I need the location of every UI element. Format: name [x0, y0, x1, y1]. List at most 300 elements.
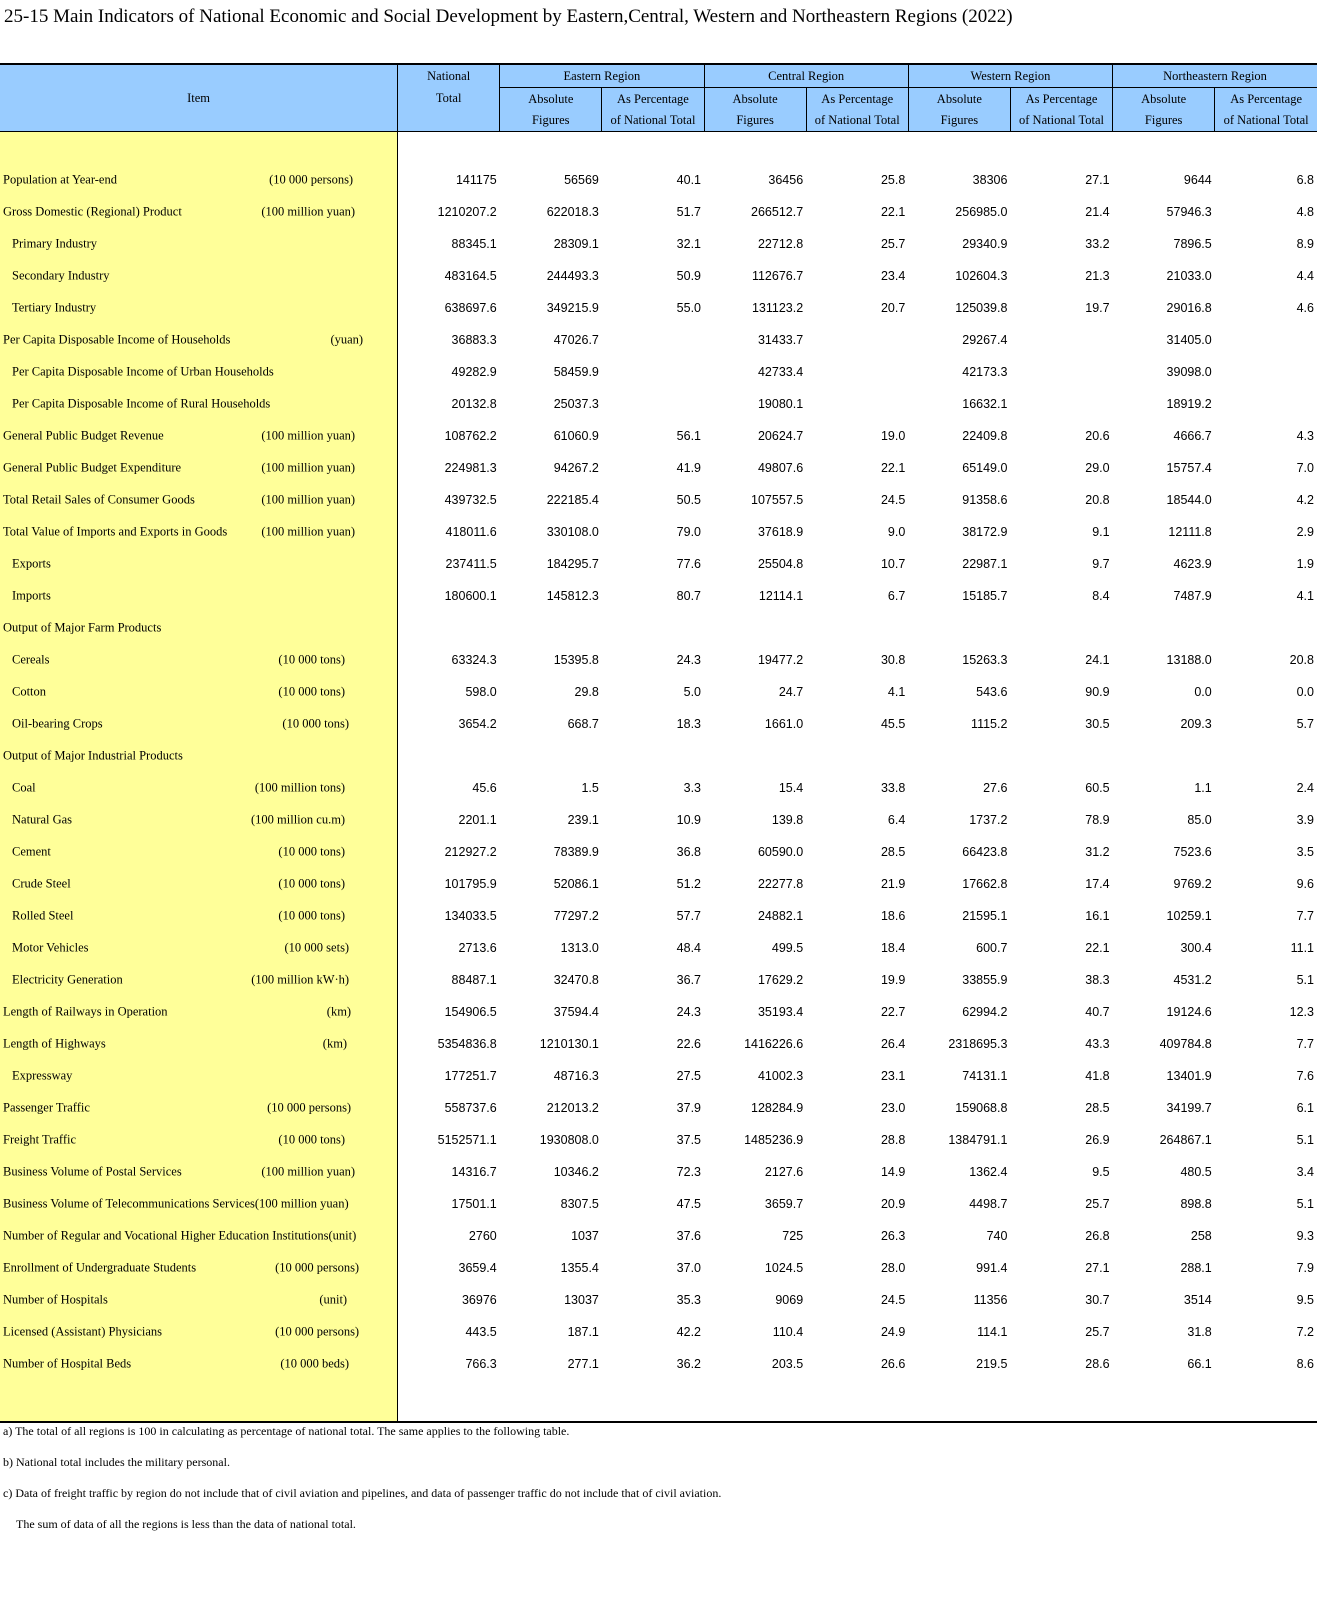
table-row — [0, 548, 1317, 580]
row-value: 1115.2 — [971, 717, 1008, 731]
row-unit: (10 000 tons) — [278, 876, 346, 891]
header-northeastern-pct-line1: As Percentage — [1215, 88, 1317, 111]
row-unit: (unit) — [319, 1292, 348, 1307]
row-value: 558737.6 — [444, 1101, 497, 1115]
row-value: 80.7 — [676, 589, 702, 603]
row-label-cell — [0, 1092, 398, 1124]
row-name: Gross Domestic (Regional) Product — [3, 204, 182, 219]
row-value: 102604.3 — [955, 269, 1008, 283]
row-value: 78389.9 — [553, 845, 599, 859]
table-row — [0, 900, 1317, 932]
row-value: 3.9 — [1296, 813, 1314, 827]
table-row — [0, 1092, 1317, 1124]
row-name: Cereals — [12, 652, 50, 667]
row-value: 5.7 — [1296, 717, 1314, 731]
row-name: Enrollment of Undergraduate Students — [3, 1260, 197, 1275]
row-value: 288.1 — [1180, 1261, 1212, 1275]
table-row — [0, 644, 1317, 676]
row-value: 4.2 — [1296, 493, 1314, 507]
row-name: Per Capita Disposable Income of Households — [3, 332, 231, 347]
row-value: 7.7 — [1296, 909, 1314, 923]
row-value: 203.5 — [771, 1357, 804, 1371]
header-central-pct-line1: As Percentage — [806, 88, 908, 111]
row-name: Primary Industry — [12, 236, 98, 251]
header-region-northeastern: Northeastern Region — [1113, 64, 1317, 88]
row-value — [806, 740, 908, 772]
row-value: 3514 — [1183, 1293, 1212, 1307]
table-row — [0, 196, 1317, 228]
row-value: 88487.1 — [451, 973, 497, 987]
row-value — [806, 388, 908, 420]
row-value: 28309.1 — [553, 237, 599, 251]
row-value: 101795.9 — [444, 877, 497, 891]
row-value — [1010, 324, 1112, 356]
row-value: 24.3 — [676, 1005, 702, 1019]
row-value — [1215, 740, 1317, 772]
row-label-cell — [0, 1284, 398, 1316]
table-row — [0, 164, 1317, 196]
row-value: 1024.5 — [764, 1261, 804, 1275]
row-value: 12.3 — [1289, 1005, 1314, 1019]
row-value: 18.4 — [880, 941, 906, 955]
row-value: 21.9 — [880, 877, 906, 891]
row-value: 330108.0 — [546, 525, 599, 539]
row-label-cell — [0, 804, 398, 836]
row-value: 1037 — [571, 1229, 599, 1243]
row-value: 18.6 — [880, 909, 906, 923]
row-value: 28.6 — [1085, 1357, 1110, 1371]
row-value: 23.4 — [880, 269, 906, 283]
row-unit: (100 million yuan) — [261, 428, 356, 443]
table-row — [0, 1252, 1317, 1284]
row-value: 77.6 — [676, 557, 702, 571]
table-row — [0, 388, 1317, 420]
row-value: 20.7 — [880, 301, 906, 315]
row-value: 0.0 — [1194, 685, 1212, 699]
row-value: 20132.8 — [451, 397, 497, 411]
row-label-cell — [0, 1316, 398, 1348]
row-unit: (10 000 tons) — [282, 716, 350, 731]
row-value: 1362.4 — [969, 1165, 1008, 1179]
row-name: Cotton — [12, 684, 47, 699]
row-name: Expressway — [12, 1068, 73, 1083]
row-value: 34199.7 — [1166, 1101, 1212, 1115]
row-value: 1416226.6 — [744, 1037, 804, 1051]
row-value: 17629.2 — [757, 973, 804, 987]
row-value: 6.7 — [887, 589, 906, 603]
row-value: 36456 — [768, 173, 804, 187]
row-value: 6.1 — [1296, 1101, 1314, 1115]
row-value: 13401.9 — [1166, 1069, 1212, 1083]
row-name: Per Capita Disposable Income of Urban Households — [12, 364, 274, 379]
row-value: 3654.2 — [458, 717, 497, 731]
row-value: 31.2 — [1085, 845, 1110, 859]
row-unit: (10 000 persons) — [275, 1260, 360, 1275]
row-label-cell — [0, 708, 398, 740]
row-value: 264867.1 — [1159, 1133, 1212, 1147]
row-label-cell — [0, 612, 398, 644]
row-value: 50.5 — [676, 493, 702, 507]
row-value: 209.3 — [1180, 717, 1212, 731]
row-name: Business Volume of Telecommunications Services(100 million yuan) — [3, 1196, 349, 1211]
row-value — [500, 612, 602, 644]
row-value — [602, 612, 704, 644]
row-value: 88345.1 — [451, 237, 497, 251]
row-value: 110.4 — [772, 1325, 804, 1339]
row-label-cell — [0, 1060, 398, 1092]
row-value: 3.3 — [683, 781, 702, 795]
row-value: 19124.6 — [1166, 1005, 1212, 1019]
row-value: 78.9 — [1085, 813, 1110, 827]
row-value: 18544.0 — [1166, 493, 1212, 507]
row-value: 45.6 — [472, 781, 497, 795]
row-value — [908, 612, 1010, 644]
row-value — [704, 612, 806, 644]
row-value: 622018.3 — [546, 205, 599, 219]
row-label-cell — [0, 900, 398, 932]
row-value: 7523.6 — [1173, 845, 1212, 859]
row-unit: (10 000 tons) — [278, 1132, 346, 1147]
row-value: 180600.1 — [444, 589, 497, 603]
row-value — [1010, 388, 1112, 420]
table-row — [0, 740, 1317, 772]
row-value: 33855.9 — [962, 973, 1008, 987]
row-value: 25.7 — [1085, 1197, 1110, 1211]
table-row — [0, 292, 1317, 324]
table-row — [0, 1124, 1317, 1156]
row-value: 19080.1 — [757, 397, 804, 411]
row-value: 18919.2 — [1166, 397, 1212, 411]
row-value: 33.8 — [880, 781, 906, 795]
table-row — [0, 772, 1317, 804]
row-value — [908, 740, 1010, 772]
row-value: 85.0 — [1187, 813, 1212, 827]
row-label-cell — [0, 676, 398, 708]
row-name: Number of Hospital Beds — [3, 1356, 132, 1371]
row-value: 65149.0 — [962, 461, 1008, 475]
row-value: 27.5 — [676, 1069, 702, 1083]
row-value: 443.5 — [465, 1325, 497, 1339]
row-value: 4498.7 — [969, 1197, 1008, 1211]
row-value: 2760 — [468, 1229, 497, 1243]
row-value: 108762.2 — [444, 429, 497, 443]
table-row — [0, 1156, 1317, 1188]
table-row — [0, 996, 1317, 1028]
row-value: 31.8 — [1187, 1325, 1212, 1339]
row-value: 57.7 — [676, 909, 702, 923]
row-value: 36.7 — [676, 973, 702, 987]
row-value: 26.4 — [880, 1037, 906, 1051]
row-value: 114.1 — [977, 1325, 1008, 1339]
row-label-cell — [0, 1252, 398, 1284]
row-value: 439732.5 — [444, 493, 497, 507]
header-western-abs-line2: Figures — [908, 110, 1010, 132]
row-value: 277.1 — [567, 1357, 599, 1371]
row-value: 7.6 — [1296, 1069, 1314, 1083]
row-value: 25.7 — [880, 237, 906, 251]
header-eastern-abs-line2: Figures — [500, 110, 602, 132]
row-value: 2318695.3 — [948, 1037, 1008, 1051]
row-value: 3659.7 — [764, 1197, 804, 1211]
row-value: 187.1 — [567, 1325, 599, 1339]
row-unit: (10 000 tons) — [278, 844, 346, 859]
row-value: 7896.5 — [1173, 237, 1212, 251]
row-value: 41.9 — [676, 461, 702, 475]
row-value: 154906.5 — [444, 1005, 497, 1019]
row-label-cell — [0, 164, 398, 196]
row-value: 5.1 — [1296, 973, 1314, 987]
row-value: 25504.8 — [757, 557, 804, 571]
row-name: Per Capita Disposable Income of Rural Households — [12, 396, 271, 411]
row-value: 61060.9 — [553, 429, 599, 443]
row-value: 45.5 — [880, 717, 906, 731]
row-value: 5.1 — [1296, 1197, 1314, 1211]
row-value: 13037 — [564, 1293, 599, 1307]
row-value: 15757.4 — [1166, 461, 1212, 475]
row-value: 51.7 — [676, 205, 702, 219]
row-value: 258 — [1190, 1229, 1212, 1243]
row-value: 12114.1 — [758, 589, 804, 603]
row-label-cell — [0, 228, 398, 260]
row-value: 24.5 — [880, 493, 906, 507]
row-value: 56569 — [564, 173, 599, 187]
row-name: Population at Year-end — [3, 172, 117, 187]
row-value: 2713.6 — [458, 941, 497, 955]
row-unit: (10 000 sets) — [284, 940, 350, 955]
row-value: 17662.8 — [962, 877, 1008, 891]
row-value: 26.6 — [880, 1357, 906, 1371]
row-label-cell — [0, 580, 398, 612]
table-row — [0, 484, 1317, 516]
table-row — [0, 260, 1317, 292]
row-value: 22.7 — [880, 1005, 906, 1019]
row-value: 13188.0 — [1166, 653, 1212, 667]
row-value: 128284.9 — [751, 1101, 804, 1115]
row-value: 4.1 — [887, 685, 906, 699]
row-value: 1210130.1 — [539, 1037, 599, 1051]
row-value: 36883.3 — [451, 333, 497, 347]
row-value: 4.1 — [1296, 589, 1314, 603]
row-unit: (100 million kW·h) — [251, 972, 350, 987]
row-value: 10.9 — [676, 813, 702, 827]
row-value: 9.0 — [887, 525, 906, 539]
row-name: Business Volume of Postal Services — [3, 1164, 182, 1179]
row-value: 159068.8 — [955, 1101, 1008, 1115]
row-value: 41.8 — [1085, 1069, 1110, 1083]
row-value: 37.5 — [676, 1133, 702, 1147]
row-value: 4666.7 — [1173, 429, 1212, 443]
table-row — [0, 804, 1317, 836]
row-unit: (100 million yuan) — [261, 492, 356, 507]
row-value: 3659.4 — [458, 1261, 497, 1275]
table-row — [0, 1028, 1317, 1060]
row-value — [602, 324, 704, 356]
row-value: 898.8 — [1180, 1197, 1212, 1211]
row-value — [1010, 740, 1112, 772]
row-name: Length of Railways in Operation — [3, 1004, 168, 1019]
row-value: 26.3 — [880, 1229, 906, 1243]
row-value: 91358.6 — [962, 493, 1008, 507]
row-value: 4623.9 — [1173, 557, 1212, 571]
row-name: Tertiary Industry — [12, 300, 97, 315]
table-row — [0, 1284, 1317, 1316]
row-value: 10346.2 — [553, 1165, 599, 1179]
footnote-a: a) The total of all regions is 100 in calculating as percentage of national total. The same applies to the following table. — [3, 1424, 570, 1438]
row-value: 3.5 — [1296, 845, 1314, 859]
table-row — [0, 964, 1317, 996]
row-value: 9769.2 — [1173, 877, 1212, 891]
header-eastern-pct-line1: As Percentage — [602, 88, 704, 111]
row-value: 48.4 — [676, 941, 702, 955]
table-row — [0, 1188, 1317, 1220]
row-value: 9644 — [1183, 173, 1212, 187]
row-value: 43.3 — [1085, 1037, 1110, 1051]
row-value: 12111.8 — [1168, 525, 1212, 539]
header-central-pct-line2: of National Total — [806, 110, 908, 132]
row-name: Cement — [12, 844, 51, 859]
row-value: 20.9 — [880, 1197, 906, 1211]
row-value — [1113, 740, 1215, 772]
table-row — [0, 420, 1317, 452]
header-region-central: Central Region — [704, 64, 908, 88]
row-label-cell — [0, 420, 398, 452]
row-value: 39098.0 — [1166, 365, 1212, 379]
row-value: 740 — [986, 1229, 1008, 1243]
row-value — [1113, 612, 1215, 644]
row-name: Freight Traffic — [3, 1132, 77, 1147]
row-value: 1.9 — [1296, 557, 1314, 571]
row-value: 72.3 — [676, 1165, 702, 1179]
header-national-total — [398, 64, 500, 132]
row-value — [602, 388, 704, 420]
row-value: 17.4 — [1085, 877, 1110, 891]
row-value: 131123.2 — [751, 301, 804, 315]
row-name: Motor Vehicles — [12, 940, 89, 955]
row-value: 600.7 — [976, 941, 1008, 955]
row-value: 19.7 — [1085, 301, 1110, 315]
row-value: 27.6 — [983, 781, 1008, 795]
row-label-cell — [0, 516, 398, 548]
row-value: 66423.8 — [962, 845, 1008, 859]
row-name: Output of Major Industrial Products — [3, 748, 183, 763]
row-unit: (100 million yuan) — [261, 524, 356, 539]
row-unit: (10 000 persons) — [269, 172, 354, 187]
row-value: 266512.7 — [751, 205, 804, 219]
row-value: 21033.0 — [1166, 269, 1212, 283]
row-label-cell — [0, 260, 398, 292]
row-label-cell — [0, 356, 398, 388]
row-value: 5.1 — [1296, 1133, 1314, 1147]
row-value: 62994.2 — [962, 1005, 1008, 1019]
row-value: 47026.7 — [553, 333, 599, 347]
row-unit: (10 000 persons) — [275, 1324, 360, 1339]
row-value: 212927.2 — [444, 845, 497, 859]
row-name: Crude Steel — [12, 876, 71, 891]
row-name: Passenger Traffic — [3, 1100, 90, 1115]
row-value: 48716.3 — [553, 1069, 599, 1083]
row-value: 1384791.1 — [948, 1133, 1008, 1147]
row-name: Exports — [12, 556, 51, 571]
row-value: 125039.8 — [955, 301, 1008, 315]
row-value: 40.7 — [1085, 1005, 1110, 1019]
row-value: 35.3 — [676, 1293, 702, 1307]
row-value: 37.6 — [676, 1229, 702, 1243]
row-value: 24.9 — [880, 1325, 906, 1339]
row-value: 9.6 — [1296, 877, 1314, 891]
row-name: Natural Gas — [12, 812, 73, 827]
row-value: 26.8 — [1085, 1229, 1110, 1243]
row-label-cell — [0, 1188, 398, 1220]
header-region-eastern: Eastern Region — [500, 64, 704, 88]
row-value: 15.4 — [778, 781, 804, 795]
row-value — [1010, 356, 1112, 388]
row-value: 22.6 — [676, 1037, 702, 1051]
row-value: 26.9 — [1085, 1133, 1110, 1147]
row-value — [398, 740, 500, 772]
row-value: 418011.6 — [445, 525, 497, 539]
row-name: Rolled Steel — [12, 908, 74, 923]
row-value: 57946.3 — [1166, 205, 1212, 219]
row-value: 1.5 — [581, 781, 599, 795]
row-unit: (100 million yuan) — [261, 1164, 356, 1179]
row-value: 0.0 — [1296, 685, 1314, 699]
row-value: 29.0 — [1085, 461, 1110, 475]
row-value: 79.0 — [676, 525, 702, 539]
row-label-cell — [0, 1348, 398, 1380]
row-value: 42733.4 — [757, 365, 804, 379]
row-value: 24.1 — [1085, 653, 1110, 667]
row-value: 8.6 — [1296, 1357, 1314, 1371]
row-name: Output of Major Farm Products — [3, 620, 162, 635]
row-value: 134033.5 — [444, 909, 497, 923]
row-value: 222185.4 — [546, 493, 599, 507]
row-label-cell — [0, 1220, 398, 1252]
row-value: 139.8 — [771, 813, 804, 827]
row-value: 145812.3 — [546, 589, 599, 603]
footnote-c-continued: The sum of data of all the regions is less than the data of national total. — [16, 1517, 356, 1531]
row-value: 14316.7 — [451, 1165, 497, 1179]
row-value: 480.5 — [1180, 1165, 1212, 1179]
header-central-abs-line2: Figures — [704, 110, 806, 132]
row-value — [806, 356, 908, 388]
row-value: 19477.2 — [757, 653, 804, 667]
header-western-abs-line1: Absolute — [908, 88, 1010, 111]
row-value: 2.4 — [1296, 781, 1314, 795]
row-value: 184295.7 — [546, 557, 599, 571]
row-unit: (10 000 tons) — [278, 684, 346, 699]
row-value: 725 — [782, 1229, 804, 1243]
header-region-western: Western Region — [908, 64, 1112, 88]
row-value: 237411.5 — [445, 557, 497, 571]
row-value: 25.8 — [880, 173, 906, 187]
row-unit: (10 000 persons) — [267, 1100, 352, 1115]
row-value: 20624.7 — [757, 429, 804, 443]
row-value: 24882.1 — [757, 909, 804, 923]
row-unit: (km) — [322, 1036, 348, 1051]
header-central-abs-line1: Absolute — [704, 88, 806, 111]
row-value: 9069 — [775, 1293, 804, 1307]
row-label-cell — [0, 484, 398, 516]
row-value: 3.4 — [1296, 1165, 1314, 1179]
row-value: 10259.1 — [1166, 909, 1212, 923]
row-label-cell — [0, 548, 398, 580]
row-value — [1215, 356, 1317, 388]
row-value: 28.8 — [880, 1133, 906, 1147]
indicators-table — [0, 63, 1317, 1423]
row-value: 66.1 — [1187, 1357, 1212, 1371]
row-value — [1010, 612, 1112, 644]
row-value: 37.9 — [676, 1101, 702, 1115]
